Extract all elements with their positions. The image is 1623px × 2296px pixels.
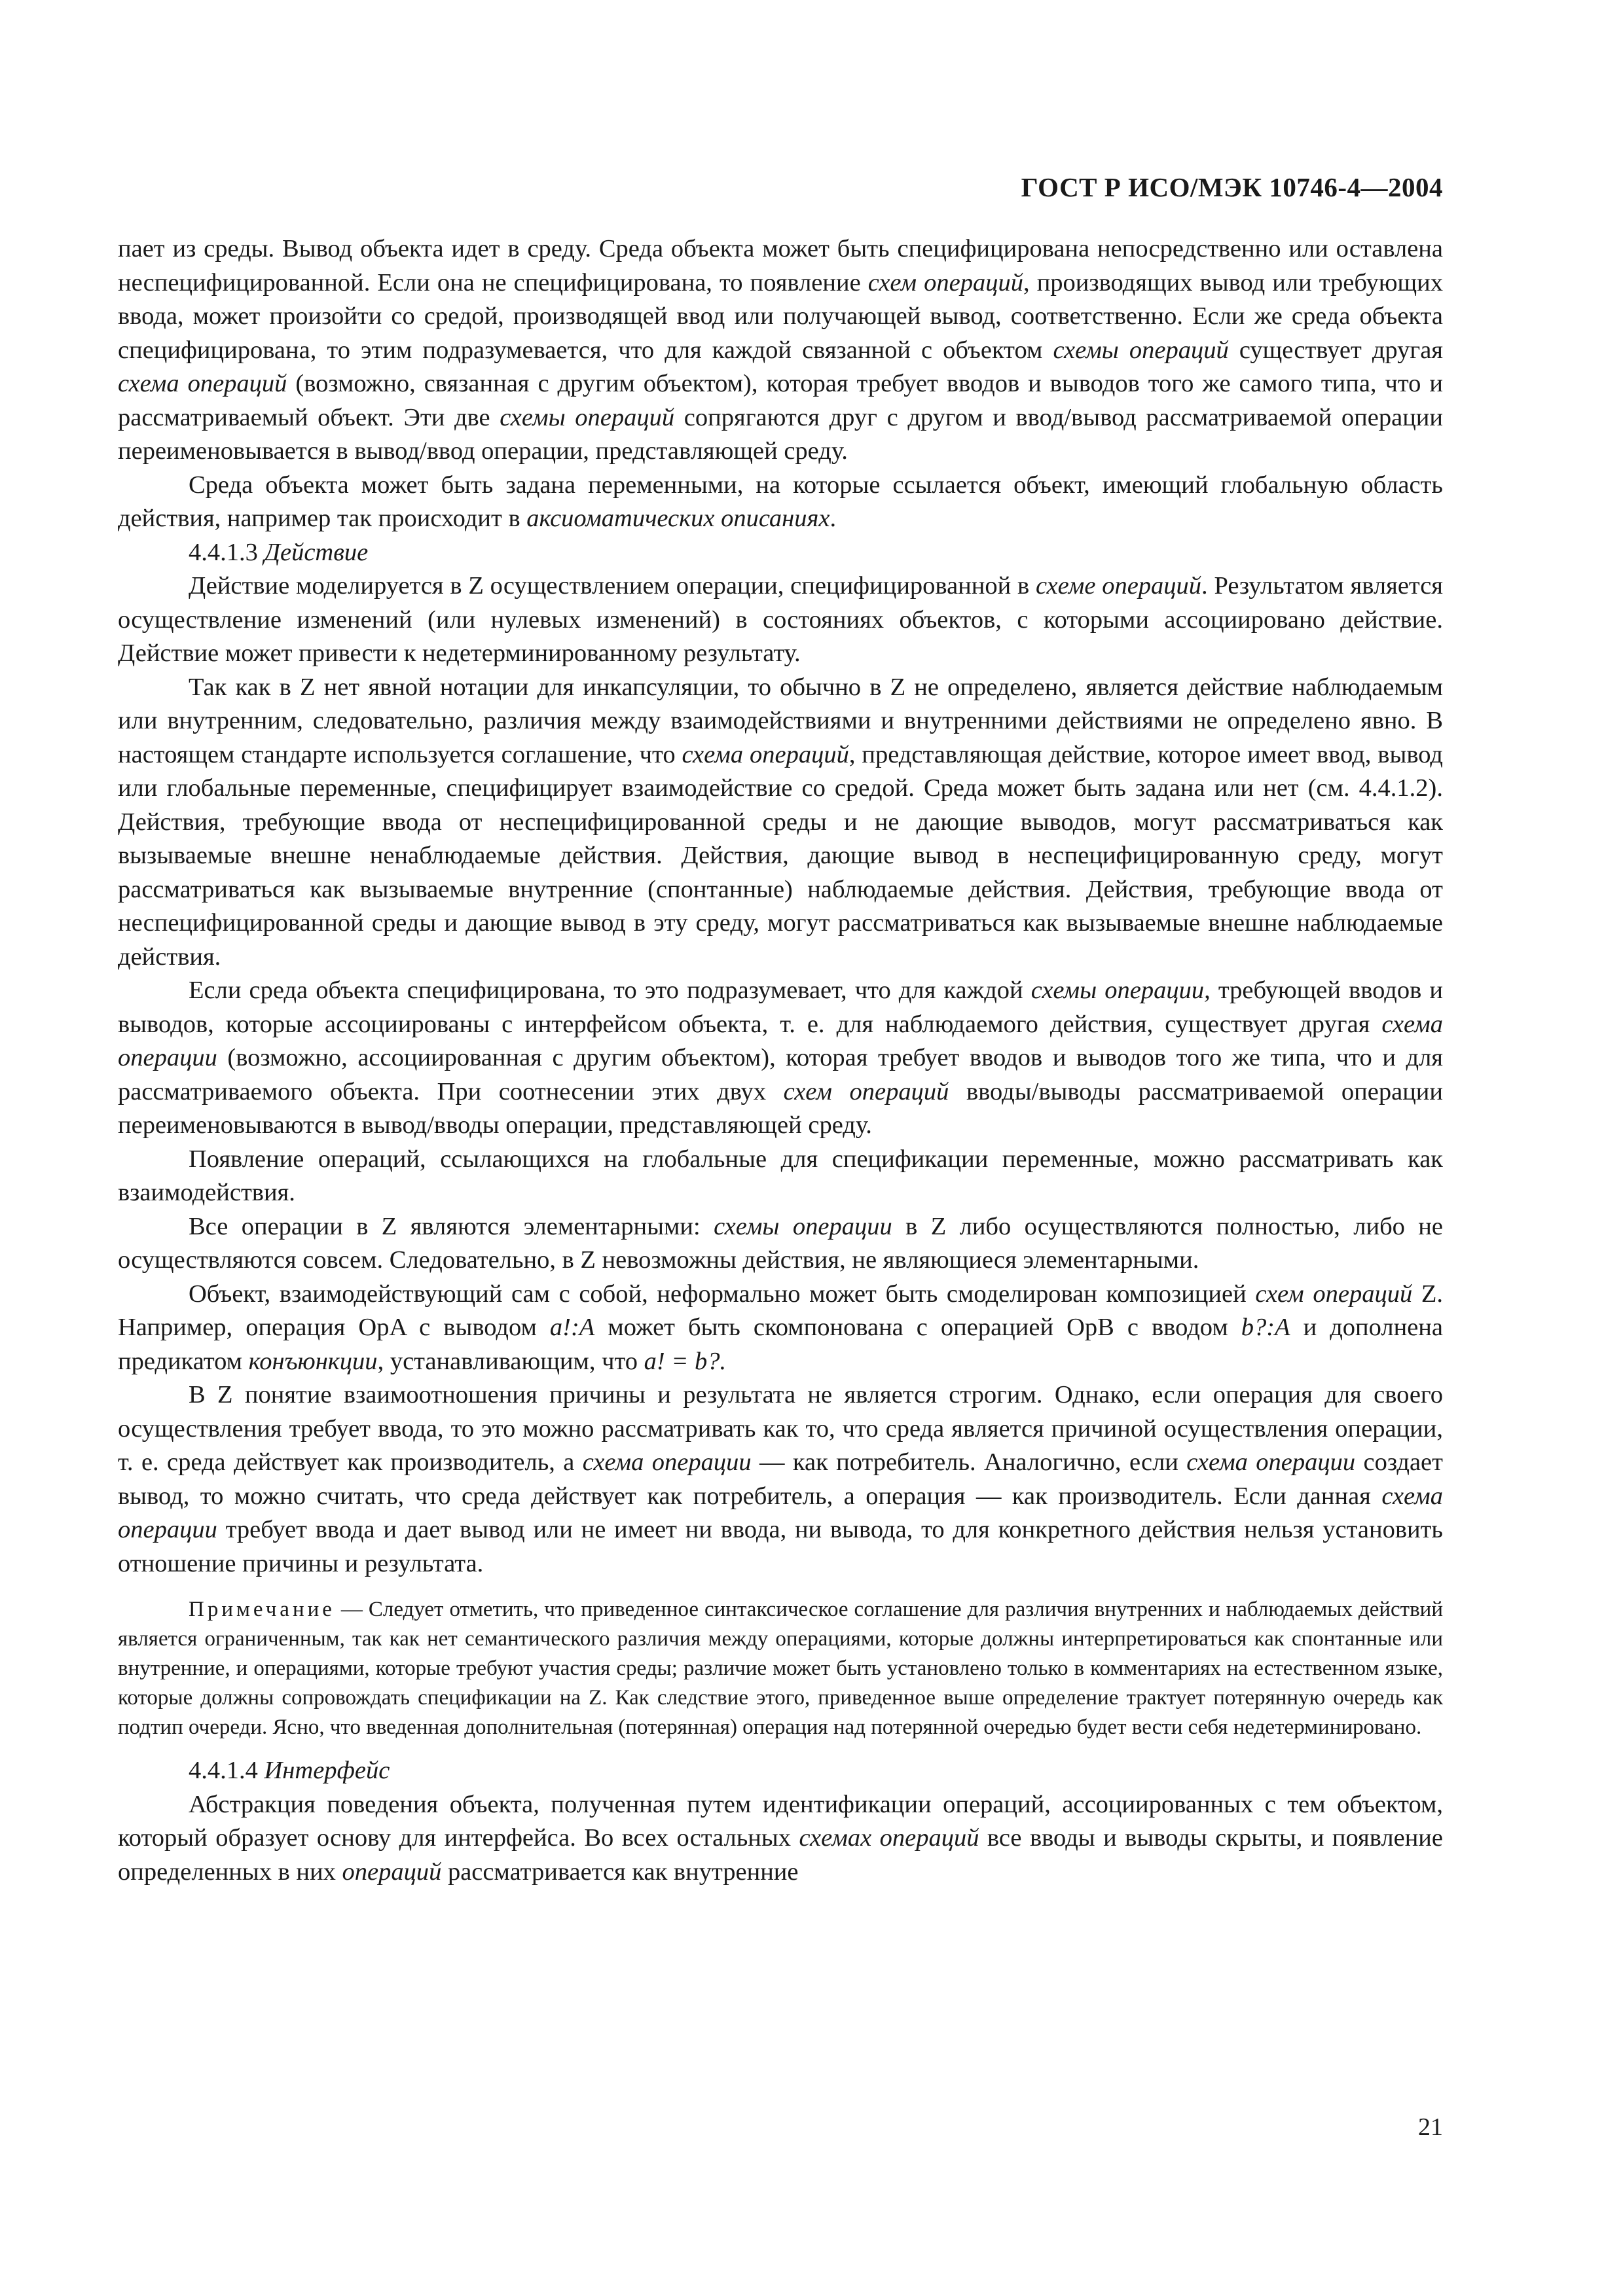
note-label: Примечание	[189, 1598, 335, 1621]
document-header-code: ГОСТ Р ИСО/МЭК 10746-4—2004	[1021, 172, 1443, 202]
paragraph-encapsulation: Так как в Z нет явной нотации для инкапсуляции, то обычно в Z не определено, является действие наблюдаемым или внутренним, следовательно, различия между взаимодействиями и внутренними действиями не определено явно. В настоящем стандарте используется соглашение, что схема операций, представляющая действие, которое имеет ввод, вывод или глобальные переменные, специфицирует взаимодействие со средой. Среда может быть задана или нет (см. 4.4.1.2). Действия, требующие ввода от неспецифицированной среды и не дающие выводов, могут рассматриваться как вызываемые внешне ненаблюдаемые действия. Действия, дающие вывод в неспецифицированную среду, могут рассматриваться как вызываемые внутренние (спонтанные) наблюдаемые действия. Действия, требующие ввода от неспецифицированной среды и дающие вывод в эту среду, могут рассматриваться как вызываемые внешне наблюдаемые действия.	[118, 673, 1443, 971]
document-body	[118, 232, 1443, 1889]
paragraph-global-variables: Появление операций, ссылающихся на глобальные для спецификации переменные, можно рассматривать как взаимодействия.	[118, 1145, 1443, 1206]
section-heading-interface	[118, 1754, 1443, 1788]
paragraph-specified-environment: Если среда объекта специфицирована, то это подразумевает, что для каждой схемы операции, требующей вводов и выводов, которые ассоциированы с интерфейсом объекта, т. е. для наблюдаемого действия, существует другая схема операции (возможно, ассоциированная с другим объектом), которая требует вводов и выводов того же типа, что и для рассматриваемого объекта. При соотнесении этих двух схем операций вводы/выводы рассматриваемой операции переименовываются в вывод/вводы операции, представляющей среду.	[118, 977, 1443, 1139]
paragraph-self-interaction: Объект, взаимодействующий сам с собой, неформально может быть смоделирован композицией схем операций Z. Например, операция OpA с выводом a!:A может быть скомпонована с операцией OpB с вводом b?:A и дополнена предикатом конъюнкции, устанавливающим, что a! = b?.	[118, 1280, 1443, 1375]
note-text: — Следует отметить, что приведенное синтаксическое соглашение для различия внутренних и наблюдаемых действий является ограниченным, так как нет семантического различия между операциями, которые должны интерпретироваться как спонтанные или внутренние, и операциями, которые требуют участия среды; различие может быть установлено только в комментариях на естественном языке, которые должны сопровождать спецификации на Z. Как следствие этого, приведенное выше определение трактует потерянную очередь как подтип очереди. Ясно, что введенная дополнительная (потерянная) операция над потерянной очередью будет вести себя недетерминировано.	[118, 1598, 1443, 1739]
spacer	[118, 1742, 1443, 1754]
paragraph-atomic-operations: Все операции в Z являются элементарными: схемы операции в Z либо осуществляются полностью, либо не осуществляются совсем. Следовательно, в Z невозможны действия, не являющиеся элементарными.	[118, 1212, 1444, 1274]
page-number: 21	[1418, 2113, 1443, 2141]
note-block	[118, 1595, 1443, 1742]
paragraph-interface-abstraction: Абстракция поведения объекта, полученная путем идентификации операций, ассоциированных с тем объектом, который образует основу для интерфейса. Во всех остальных схемах операций все вводы и выводы скрыты, и появление определенных в них операций рассматривается как внутренние	[118, 1790, 1443, 1886]
section-number: 4.4.1.4	[189, 1757, 258, 1784]
paragraph-environment-spec: пает из среды. Вывод объекта идет в среду. Среда объекта может быть специфицирована непосредственно или оставлена неспецифицированной. Если она не специфицирована, то появление схем операций, производящих вывод или требующих ввода, может произойти со средой, производящей ввод или получающей вывод, соответственно. Если же среда объекта специфицирована, то этим подразумевается, что для каждой связанной с объектом схемы операций существует другая схема операций (возможно, связанная с другим объектом), которая требует вводов и выводов того же самого типа, что и рассматриваемый объект. Эти две схемы операций сопрягаются друг с другом и ввод/вывод рассматриваемой операции переименовывается в вывод/ввод операции, представляющей среду.	[118, 235, 1444, 465]
section-title: Интерфейс	[264, 1757, 390, 1784]
paragraph-action-modeling: Действие моделируется в Z осуществлением операции, специфицированной в схеме операций. Результатом является осуществление изменений (или нулевых изменений) в состояниях объектов, с которыми ассоциировано действие. Действие может привести к недетерминированному результату.	[118, 572, 1444, 667]
section-title: Действие	[264, 538, 369, 566]
paragraph-cause-effect: В Z понятие взаимоотношения причины и результата не является строгим. Однако, если операция для своего осуществления требует ввода, то это можно рассматривать как то, что среда является причиной осуществления операции, т. е. среда действует как производитель, а схема операции — как потребитель. Аналогично, если схема операции создает вывод, то можно считать, что среда действует как потребитель, а операция — как производитель. Если данная схема операции требует ввода и дает вывод или не имеет ни ввода, ни вывода, то для конкретного действия нельзя установить отношение причины и результата.	[118, 1381, 1443, 1577]
section-heading-action	[118, 536, 1443, 570]
paragraph-environment-variables: Среда объекта может быть задана переменными, на которые ссылается объект, имеющий глобальную область действия, например так происходит в аксиоматических описаниях.	[118, 471, 1443, 532]
section-number: 4.4.1.3	[189, 538, 258, 566]
